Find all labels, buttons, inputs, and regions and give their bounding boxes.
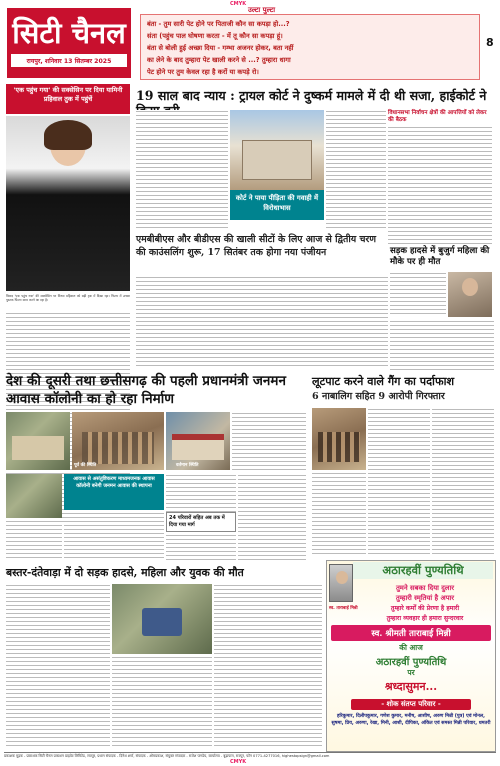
joke-box <box>140 14 480 80</box>
main-story-text-left <box>136 110 228 230</box>
bastar-story-text-c <box>214 584 322 748</box>
robbery-story-text-a <box>368 408 430 556</box>
memorial-line-4: श्रध्दासुमन... <box>384 680 438 693</box>
memorial-title: अठारहवीं पुण्यतिथि <box>353 562 493 579</box>
left-top-headline: 'एक पहुंच गया' की सक्सेसिन पर दिया यामिनी प्रहिवाल तुक में पहुंचें <box>6 84 130 114</box>
court-photo-caption: कोर्ट ने पाया पीड़िता की गवाही में विरोधाभास <box>230 190 324 220</box>
housing-photo-label-after: वर्तमान स्थिति <box>176 463 199 468</box>
robbery-story-subheadline: 6 नाबालिग सहित 9 आरोपी गिरफ्तार <box>312 391 445 402</box>
memorial-poem-line: तुम्हारी स्मृतियां है अपार <box>395 594 455 602</box>
masthead-date: रायपुर, शनिवार 13 सितम्बर 2025 <box>11 54 127 67</box>
accident-story-text-a <box>390 272 446 317</box>
memorial-photo <box>329 564 353 602</box>
footer-strip <box>4 752 496 760</box>
ulta-pulta-label: उल्टा पुल्टा <box>248 6 276 14</box>
right-top-headline: विधानसभा निर्वाचन क्षेत्रों की आपत्तियों को लेकर की बैठक <box>388 110 487 123</box>
main-story-text-mid <box>326 110 386 230</box>
cmyk-mark-bottom: CMYK <box>230 759 247 765</box>
robbery-story-headline: लूटपाट करने वाले गैंग का पर्दाफाश <box>312 374 455 388</box>
housing-story-text-right <box>232 412 306 470</box>
memorial-name-banner: स्व. श्रीमती ताराबाई मिन्नी <box>331 625 491 641</box>
memorial-line-2: अठारहवीं पुण्यतिथि <box>375 657 447 668</box>
memorial-line-1: की आज <box>399 643 423 652</box>
memorial-photo-name: स्व. ताराबाई मिन्नी <box>329 606 358 611</box>
memorial-poem-line: तुम्हारे कर्मों की प्रेरणा है हमारी <box>390 605 460 612</box>
memorial-poem-line: तुम्हारा व्यवहार ही हमारा सुन्दरवार <box>386 615 464 622</box>
accident-story-headline: सड़क हादसे में बुजुर्ग महिला की मौके पर ही मौत <box>390 246 490 267</box>
robbery-story-text-b <box>432 408 494 556</box>
robbery-photo <box>312 408 366 470</box>
joke-line: पेट होने पर तुम केवल रहा है करों या कपड़े रो। <box>147 68 259 76</box>
masthead-logo: सिटी चैनल <box>12 16 126 50</box>
joke-line: संता (पहुंच पाल घोषणा करता - में तू कौन सा कपड़ा हूं। <box>147 32 283 40</box>
joke-line: बंता से बोली हुई अच्छा दिया - गम्भा अजनर होकर, बता नहीं <box>147 44 294 52</box>
housing-story-text-a <box>64 512 164 560</box>
housing-photo-small <box>6 474 62 518</box>
joke-line: का लेने के बाद तुम्हारा पेट खाली करने से ...? तुम्हारा धागा <box>147 56 291 64</box>
robbery-story-text-c <box>312 472 366 556</box>
bastar-story-text-a <box>6 584 110 748</box>
memorial-family-title: - शोक संतप्त परिवार - <box>351 699 471 710</box>
joke-line: बंता - तुम सारी पेट होने पर पिताजी कौन सा कपड़ा हो...? <box>147 20 290 28</box>
housing-story-headline: देश की दूसरी तथा छत्तीसगढ़ की पहली प्रधानमंत्री जनमन आवास कॉलोनी का हो रहा निर्माण <box>6 373 286 407</box>
accident-photo <box>448 272 492 317</box>
footer-text: प्रकाशक मुद्रक - प्रकाशक सिटी चैनल प्रकाशन प्राइवेट लिमिटेड, रायपुर, प्रधान संपादक - दिनेश शर्मा, संपादक - ओमप्रकाश, संयुक्त संपादक - राजेश पाण्डेय, कार्यालय - बूढ़ापारा, रायपुर, फोन 0771-4277016, highestopsign@gmail.com <box>4 754 330 758</box>
masthead-logo-box <box>7 8 131 78</box>
sangh-story-text <box>136 276 388 368</box>
bastar-story-headline: बस्तर-दंतेवाड़ा में दो सड़क हादसे, महिला और युवक की मौत <box>6 566 244 579</box>
housing-story-text-c <box>238 474 306 560</box>
actress-caption: विवाद 'एक पहुंच गया' की सक्सेसिन पर यिनस प्रहिवाल को बड़ी ट्रक में दिखा रहा। फिल्म में उनका पुस्तक फिल्म काम करने आ रहा है। <box>6 294 130 303</box>
right-top-text <box>388 126 492 244</box>
housing-photo-caption: आवास से असंतुष्टिकरण माध्यमजनक आवास कॉलोनी बनेगी जनमन आवास की स्थापना <box>64 474 164 510</box>
housing-photo-before <box>6 412 70 470</box>
sangh-story-headline: एमबीबीएस और बीडीएस की खाली सीटों के लिए आज से द्वितीय चरण की काउंसलिंग शुरू, 17 सितंबर तक होगा नया पंजीयन <box>136 234 377 258</box>
memorial-poem-line: तुमने सबका दिया दुलार <box>395 584 455 592</box>
main-story-headline: 19 साल बाद न्याय : ट्रायल कोर्ट ने दुष्कर्म मामले में दी थी सजा, हाईकोर्ट ने <box>136 88 487 103</box>
bastar-story-text-b <box>112 656 212 748</box>
memorial-family-names: हरिकुमार, दिलीपकुमार, गणेश कुमार, मनीष, आशीष, अरुण मिन्नी (पुत्र) एवं मोनल, सुषमा, प्रिय, अरुणा, रेखा, मिनी, आशी, दीपिका, अंकित एवं समस्त मिन्नी परिवार, धमतरी <box>331 714 491 726</box>
court-photo <box>230 110 324 190</box>
page-number: 8 <box>486 36 494 49</box>
accident-story-text-b <box>390 320 494 370</box>
actress-photo <box>6 116 130 291</box>
memorial-ad <box>326 560 496 752</box>
cmyk-mark-top: CMYK <box>230 1 247 7</box>
bastar-photo <box>112 584 212 654</box>
housing-story-text-small <box>6 520 62 560</box>
housing-photo-label-before: पूर्व की स्थिति <box>74 463 97 468</box>
memorial-line-3: पर <box>407 668 415 677</box>
housing-bullet-note: 24 परिवारों सहित अब तक में दिया गया मार्ग <box>166 512 236 532</box>
